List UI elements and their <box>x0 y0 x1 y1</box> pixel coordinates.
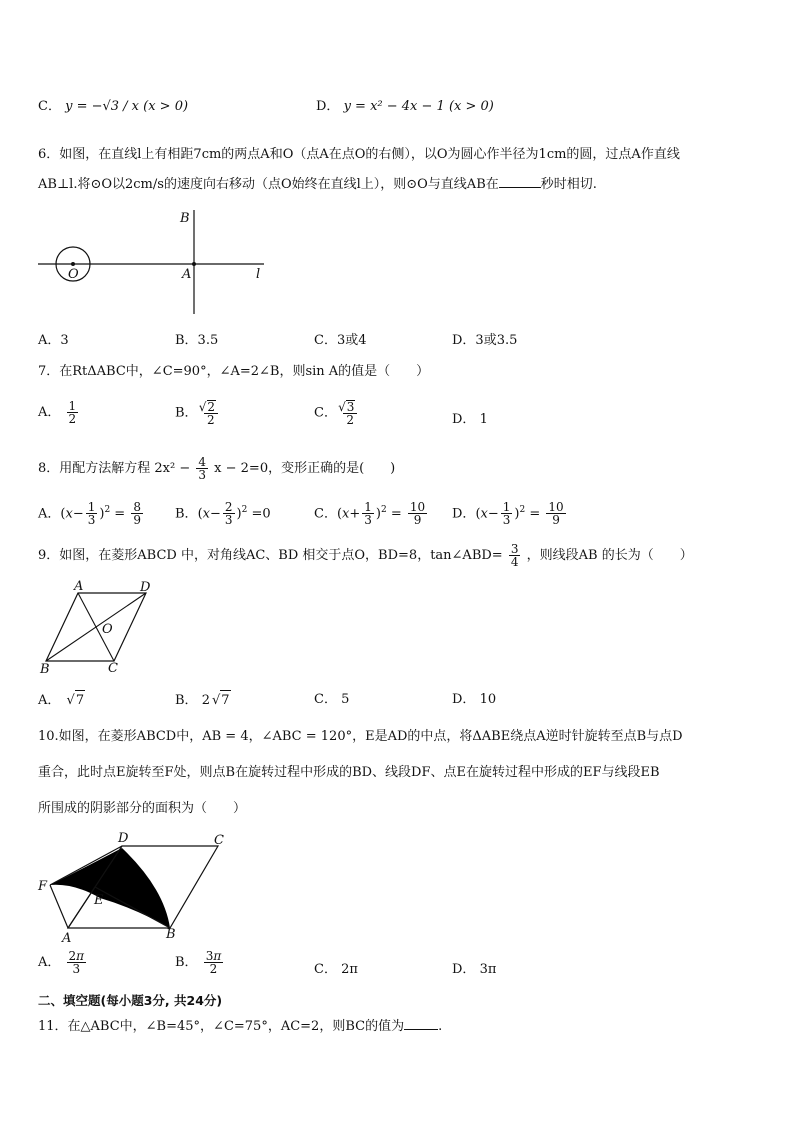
q9-option-b: B． 2√ 7 <box>175 690 231 711</box>
q7-stem: 7．在RtΔABC中，∠C=90°，∠A=2∠B，则sin A的值是（ ） <box>38 364 430 379</box>
q6-stem-line2-pre: AB⊥l.将⊙O以2cm/s的速度向右移动（点O始终在直线l上），则⊙O与直线AB在 <box>38 177 499 192</box>
q8-option-a-label: A． <box>38 506 61 522</box>
q9-option-c-label: C． <box>314 692 337 707</box>
q10-option-a: A． $\frac{2\pi}{3}$ <box>38 949 85 976</box>
q5-option-c-formula: y = −√3 / x (x > 0) <box>65 99 189 114</box>
q9-option-c-value: 5 <box>341 692 350 707</box>
q8-option-c-label: C． <box>314 506 337 522</box>
q11-stem-pre: 11．在△ABC中，∠B=45°，∠C=75°，AC=2，则BC的值为 <box>38 1019 405 1034</box>
q10-segment-ae <box>68 887 95 928</box>
q10-label-f: F <box>38 879 48 894</box>
q9-label-b: B <box>40 662 50 677</box>
q6-label-b: B <box>180 211 190 226</box>
q7-option-c-label: C． <box>314 405 337 421</box>
q9-stem-pre: 9．如图，在菱形ABCD 中，对角线AC、BD 相交于点O，BD=8，tan∠ABD= <box>38 548 503 563</box>
q6-stem-line2 <box>38 175 597 195</box>
q10-option-b-label: B． <box>175 955 198 970</box>
q10-figure <box>34 828 234 946</box>
section-title-fill-in: 二、填空题(每小题3分, 共24分) <box>38 993 223 1008</box>
q6-point-a <box>192 262 196 266</box>
q9-label-a: A <box>74 579 84 594</box>
q6-label-o: O <box>68 267 79 282</box>
q7-option-d <box>452 410 488 430</box>
q7-option-b-label: B． <box>175 405 198 421</box>
q10-segment-af <box>50 885 68 928</box>
q10-label-b: B <box>166 927 176 942</box>
q10-option-c-label: C． <box>314 962 337 977</box>
q9-option-d <box>452 690 496 710</box>
q8-stem-pre: 8．用配方法解方程 2x² − <box>38 461 191 476</box>
q7-option-c <box>314 400 359 426</box>
q10-stem-line2: 重合，此时点E旋转至F处，则点B在旋转过程中形成的BD、线段DF、点E在旋转过程中形成的EF与线段EB <box>38 765 660 780</box>
q9-option-d-value: 10 <box>479 692 497 707</box>
q6-label-a: A <box>182 267 192 282</box>
q8-option-a: A．(x− $\frac{1}{3}$ )$^2$ = $\frac{8}{9}$ <box>38 500 141 528</box>
q10-label-a: A <box>62 931 72 946</box>
q8-stem-post: x − 2=0，变形正确的是( ) <box>214 461 396 476</box>
q5-option-c <box>38 97 188 117</box>
q5-option-d-formula: y = x² − 4x − 1 (x > 0) <box>343 99 494 114</box>
q9-stem <box>38 543 693 568</box>
q9-stem-post: ，则线段AB 的长为（ ） <box>526 548 693 563</box>
q7-option-d-label: D． <box>452 412 476 427</box>
q10-shaded-region <box>50 848 170 928</box>
q9-option-c <box>314 690 349 710</box>
q9-label-d: D <box>140 580 151 595</box>
q6-stem-line2-post: 秒时相切. <box>540 177 597 192</box>
q7-option-a <box>38 400 80 425</box>
q9-option-b-label: B． <box>175 693 198 708</box>
q9-option-a: A． √ 7 <box>38 690 85 711</box>
q8-option-b: B．(x− $\frac{2}{3}$ )$^2$ =0 <box>175 500 271 528</box>
q7-option-b-frac: √ $\frac{2}{2}$ <box>204 400 218 426</box>
q6-option-a: A．3 <box>38 333 69 348</box>
q10-label-c: C <box>214 833 224 848</box>
q6-answer-blank <box>499 175 541 188</box>
q10-stem-line3: 所围成的阴影部分的面积为（ ） <box>38 801 247 816</box>
q11-stem <box>38 1017 442 1037</box>
q9-option-a-label: A． <box>38 693 61 708</box>
q10-label-e: E <box>94 893 104 908</box>
q8-option-d: D．(x− $\frac{1}{3}$ )$^2$ = $\frac{10}{9}$ <box>452 500 564 528</box>
q6-label-l: l <box>256 267 261 282</box>
q11-answer-blank <box>404 1017 438 1030</box>
q10-option-b: B． $\frac{3\pi}{2}$ <box>175 949 222 976</box>
q6-option-b: B．3.5 <box>175 333 219 348</box>
q9-stem-frac: $\frac{3}{4}$ <box>510 542 519 569</box>
q6-stem-line1: 6．如图，在直线l上有相距7cm的两点A和O（点A在点O的右侧），以O为圆心作半径为1cm的圆，过点A作直线 <box>38 147 680 162</box>
q9-figure <box>36 578 166 678</box>
q10-option-d <box>452 960 496 980</box>
q9-label-c: C <box>108 661 118 676</box>
q5-option-d-label: D． <box>316 99 340 114</box>
q8-stem-frac: $\frac{4}{3}$ <box>198 455 207 482</box>
q10-option-c-value: 2π <box>341 962 358 977</box>
q10-option-c <box>314 960 358 980</box>
q6-point-o <box>71 262 75 266</box>
q10-option-d-label: D． <box>452 962 476 977</box>
q6-option-d: D．3或3.5 <box>452 333 518 348</box>
q6-option-c: C．3或4 <box>314 333 367 348</box>
q5-option-d <box>316 97 494 117</box>
q7-option-a-label: A． <box>38 405 61 420</box>
q9-label-o: O <box>102 622 113 637</box>
q10-option-a-label: A． <box>38 955 61 970</box>
q10-stem-line1: 10.如图，在菱形ABCD中，AB = 4，∠ABC = 120°，E是AD的中点，将ΔABE绕点A逆时针旋转至点B与点D <box>38 729 683 744</box>
q8-stem <box>38 456 395 481</box>
q10-label-d: D <box>118 831 129 846</box>
q10-option-d-value: 3π <box>479 962 497 977</box>
q7-option-d-value: 1 <box>479 412 488 427</box>
q11-stem-post: . <box>438 1019 443 1034</box>
q7-option-c-frac: √ $\frac{3}{2}$ <box>343 400 357 426</box>
q8-option-c: C．(x+ $\frac{1}{3}$ )$^2$ = $\frac{10}{9}$ <box>314 500 426 528</box>
q9-option-d-label: D． <box>452 692 476 707</box>
q8-option-d-label: D． <box>452 506 476 522</box>
q5-option-c-label: C． <box>38 99 61 114</box>
q7-option-b <box>175 400 220 426</box>
q8-option-b-label: B． <box>175 506 198 522</box>
q6-figure <box>36 206 276 318</box>
q9-diagonal-bd <box>46 593 146 661</box>
q7-option-a-frac: $\frac{1}{2}$ <box>68 399 77 426</box>
